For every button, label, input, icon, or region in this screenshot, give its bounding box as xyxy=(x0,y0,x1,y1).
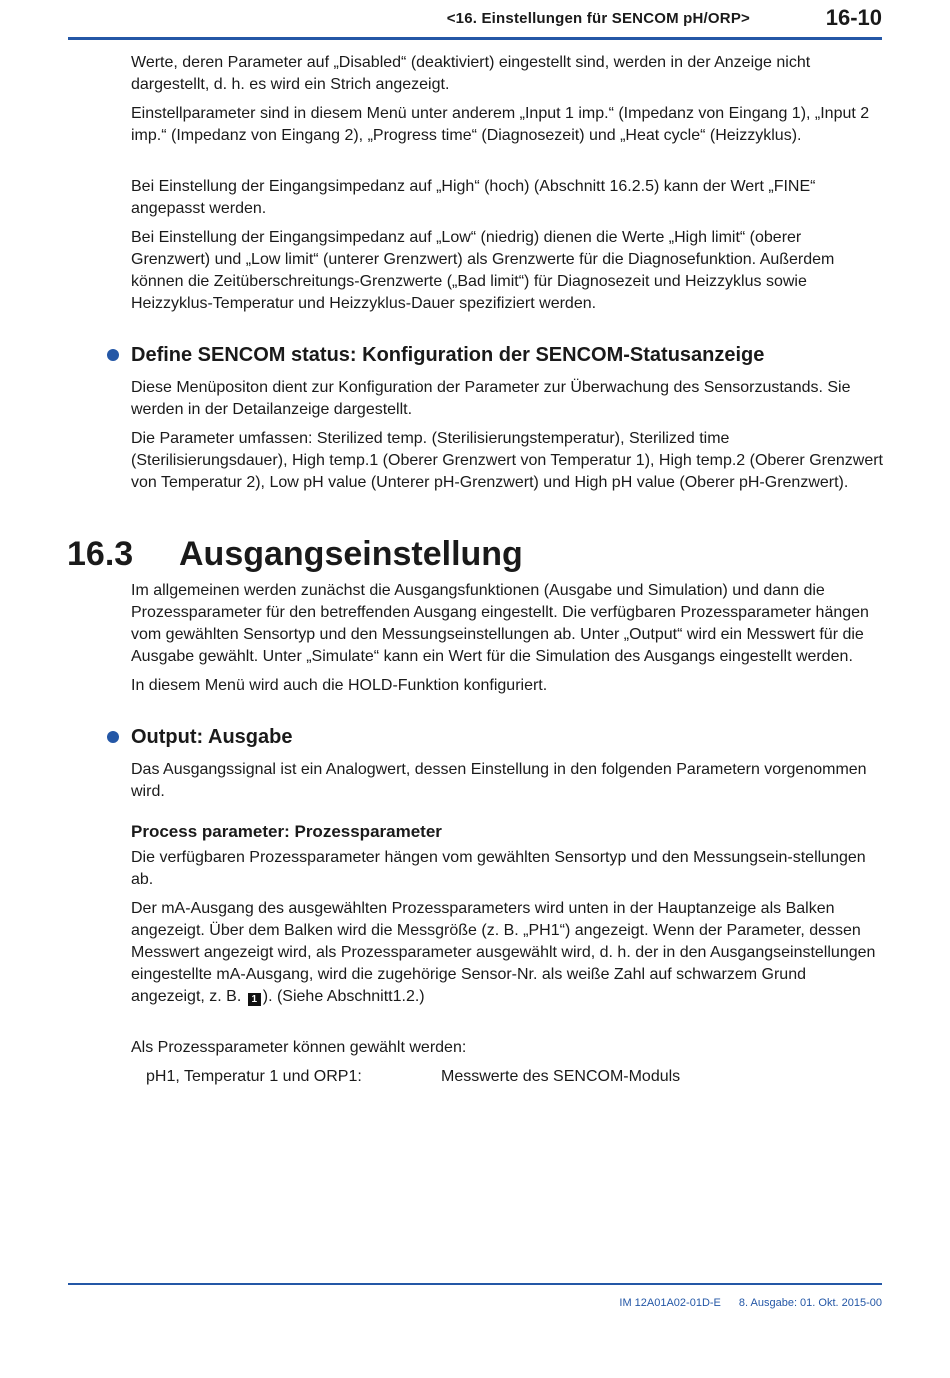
output-heading xyxy=(131,725,883,749)
output-paragraph-3-tail: ). (Siehe Abschnitt1.2.) xyxy=(262,988,425,1005)
document-id: IM 12A01A02-01D-E xyxy=(619,1297,721,1309)
output-paragraph-2: Die verfügbaren Prozessparameter hängen vom gewählten Sensortyp und den Messungsein-stellungen ab. xyxy=(131,849,866,888)
intro-paragraph-1: Werte, deren Parameter auf „Disabled“ (deaktiviert) eingestellt sind, werden in der Anzeige nicht dargestellt, d. h. es wird ein Strich angezeigt. xyxy=(131,54,811,93)
section-heading xyxy=(67,534,883,574)
sencom-status-heading-text: Define SENCOM status: Konfiguration der SENCOM-Statusanzeige xyxy=(131,344,765,366)
process-parameter-subheading: Process parameter: Prozessparameter xyxy=(131,822,442,841)
sencom-status-paragraph-2: Die Parameter umfassen: Sterilized temp. (Sterilisierungstemperatur), Sterilized time (Sterilisierungsdauer), High temp.1 (Oberer Grenzwert von Temperatur 1), High temp.2 (Oberer Grenzwert von Temperatur 2), Low pH value (Unterer pH-Grenzwert) und High pH value (Oberer pH-Grenzwert). xyxy=(131,430,883,491)
output-heading-text: Output: Ausgabe xyxy=(131,726,293,748)
intro-paragraph-2: Einstellparameter sind in diesem Menü unter anderem „Input 1 imp.“ (Impedanz von Eingang 1), „Input 2 imp.“ (Impedanz von Eingang 2), „Progress time“ (Diagnosezeit) und „Heat cycle“ (Heizzyklus). xyxy=(131,105,870,144)
edition-info: 8. Ausgabe: 01. Okt. 2015-00 xyxy=(738,1297,882,1309)
definition-term: pH1, Temperatur 1 und ORP1: xyxy=(146,1068,362,1085)
output-paragraph-3-text: Der mA-Ausgang des ausgewählten Prozessparameters wird unten in der Hauptanzeige als Balken angezeigt. Über dem Balken wird die Messgröße (z. B. „PH1“) angezeigt. Wenn der Parameter, dessen Messwert angezeigt wird, als Prozessparameter ausgewählt wird, d. h. der in den Ausgangseinstellungen eingestellte mA-Ausgang, wird die zugehörige Sensor-Nr. als weiße Zahl auf schwarzem Grund angezeigt, z. B. xyxy=(131,900,876,1005)
section-number: 16.3 xyxy=(67,535,134,573)
bullet-icon xyxy=(107,349,119,361)
page-header xyxy=(68,0,882,40)
header-divider xyxy=(68,37,882,40)
sencom-status-heading xyxy=(131,343,883,367)
sencom-status-paragraph-1: Diese Menüpositon dient zur Konfiguration der Parameter zur Überwachung des Sensorzustands. Sie werden in der Detailanzeige dargestellt. xyxy=(131,379,851,418)
intro-paragraph-4: Bei Einstellung der Eingangsimpedanz auf „Low“ (niedrig) dienen die Werte „High limit“ (oberer Grenzwert) und „Low limit“ (unterer Grenzwert) als Grenzwerte für die Diagnosefunktion. Außerdem können die Zeitüberschreitungs-Grenzwerte („Bad limit“) für Diagnosezeit und Heizzyklus sowie Heizzyklus-Temperatur und Heizzyklus-Dauer spezifiziert werden. xyxy=(131,229,835,312)
footer-divider xyxy=(68,1283,882,1285)
sensor-number-badge: 1 xyxy=(248,993,261,1006)
section-paragraph-2: In diesem Menü wird auch die HOLD-Funktion konfiguriert. xyxy=(131,677,548,694)
definition-row xyxy=(146,1066,883,1088)
page-body xyxy=(67,52,883,1088)
bullet-icon xyxy=(107,731,119,743)
page-footer xyxy=(619,1297,882,1309)
output-paragraph-1: Das Ausgangssignal ist ein Analogwert, dessen Einstellung in den folgenden Parametern vorgenommen wird. xyxy=(131,761,867,800)
section-title: Ausgangseinstellung xyxy=(179,535,523,573)
definition-description: Messwerte des SENCOM-Moduls xyxy=(441,1068,681,1085)
selectable-intro: Als Prozessparameter können gewählt werden: xyxy=(131,1039,467,1056)
intro-paragraph-3: Bei Einstellung der Eingangsimpedanz auf „High“ (hoch) (Abschnitt 16.2.5) kann der Wert „FINE“ angepasst werden. xyxy=(131,178,816,217)
output-paragraph-3 xyxy=(131,898,883,1008)
page-number: 16-10 xyxy=(825,5,882,30)
chapter-title: <16. Einstellungen für SENCOM pH/ORP> xyxy=(446,10,750,27)
section-paragraph-1: Im allgemeinen werden zunächst die Ausgangsfunktionen (Ausgabe und Simulation) und dann die Prozessparameter für den betreffenden Ausgang eingestellt. Die verfügbaren Prozessparameter hängen vom gewählten Sensortyp und den Messungseinstellungen ab. Unter „Output“ wird ein Messwert für die Ausgabe gewählt. Unter „Simulate“ kann ein Wert für die Simulation des Ausgangs eingestellt werden. xyxy=(131,582,869,665)
